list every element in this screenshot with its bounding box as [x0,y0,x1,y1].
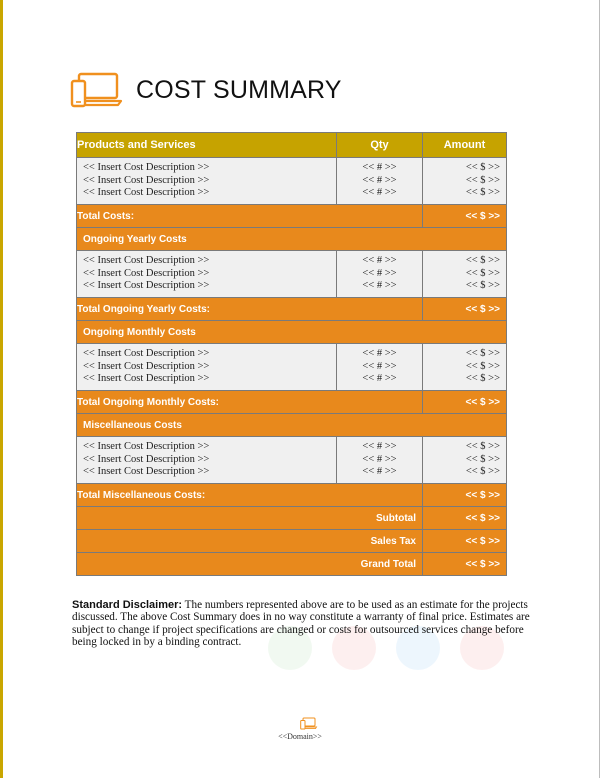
column-header-amount: Amount [423,133,507,158]
section-header-yearly [77,228,507,251]
cost-description: << Insert Cost Description >> [83,441,210,453]
grand-total-amount: << $ >> [423,553,507,576]
total-misc-label: Total Miscellaneous Costs: [77,484,423,507]
total-yearly-amount: << $ >> [423,298,507,321]
cost-description: << Insert Cost Description >> [83,360,210,372]
qty-value: << # >> [362,348,397,360]
description-cell [77,437,337,484]
qty-cell [337,251,423,298]
table-row [77,344,507,391]
qty-value: << # >> [362,280,397,292]
qty-value: << # >> [362,174,397,186]
disclaimer-label: Standard Disclaimer: [72,599,183,611]
amount-value: << $ >> [465,453,500,465]
total-monthly-amount: << $ >> [423,391,507,414]
qty-value: << # >> [362,453,397,465]
total-monthly-label: Total Ongoing Monthly Costs: [77,391,423,414]
cost-summary-table [76,132,507,576]
qty-value: << # >> [362,255,397,267]
amount-value: << $ >> [465,466,500,478]
total-costs-label: Total Costs: [77,205,423,228]
total-misc-amount: << $ >> [423,484,507,507]
amount-value: << $ >> [465,280,500,292]
standard-disclaimer [72,599,534,649]
sales-tax-label: Sales Tax [77,530,423,553]
amount-value: << $ >> [465,174,500,186]
page-title: COST SUMMARY [136,75,342,104]
qty-cell [337,437,423,484]
cost-description: << Insert Cost Description >> [83,162,210,174]
devices-icon [70,71,126,109]
section-title: Miscellaneous Costs [77,414,507,437]
cost-description: << Insert Cost Description >> [83,466,210,478]
amount-cell [423,437,507,484]
cost-description: << Insert Cost Description >> [83,373,210,385]
grand-total-label: Grand Total [77,553,423,576]
amount-value: << $ >> [465,255,500,267]
section-title: Ongoing Yearly Costs [77,228,507,251]
amount-value: << $ >> [465,441,500,453]
description-cell [77,251,337,298]
table-header-row [77,133,507,158]
description-cell [77,158,337,205]
qty-value: << # >> [362,360,397,372]
total-costs-amount: << $ >> [423,205,507,228]
sales-tax-row [77,530,507,553]
qty-value: << # >> [362,373,397,385]
amount-value: << $ >> [465,162,500,174]
qty-value: << # >> [362,162,397,174]
cost-description: << Insert Cost Description >> [83,453,210,465]
footer-domain: <<Domain>> [278,732,322,741]
qty-cell [337,158,423,205]
section-header-misc [77,414,507,437]
section-header-monthly [77,321,507,344]
amount-value: << $ >> [465,360,500,372]
left-accent-rule [0,0,3,778]
table-row [77,251,507,298]
total-yearly-row [77,298,507,321]
amount-value: << $ >> [465,373,500,385]
amount-cell [423,344,507,391]
cost-description: << Insert Cost Description >> [83,267,210,279]
amount-cell [423,158,507,205]
amount-cell [423,251,507,298]
amount-value: << $ >> [465,348,500,360]
cost-description: << Insert Cost Description >> [83,187,210,199]
qty-value: << # >> [362,187,397,199]
cost-description: << Insert Cost Description >> [83,348,210,360]
total-yearly-label: Total Ongoing Yearly Costs: [77,298,423,321]
table-row [77,158,507,205]
qty-value: << # >> [362,466,397,478]
qty-cell [337,344,423,391]
amount-value: << $ >> [465,187,500,199]
grand-total-row [77,553,507,576]
disclaimer-text: The numbers represented above are to be used as an estimate for the projects discussed. The above Cost Summary does in no way constitute a warranty of final price. Estimates are subject to change if project specifications are changed or costs for outsourced services change before being locked in by a binding contract. [72,599,530,649]
cost-description: << Insert Cost Description >> [83,174,210,186]
subtotal-amount: << $ >> [423,507,507,530]
cost-description: << Insert Cost Description >> [83,280,210,292]
table-row [77,437,507,484]
column-header-products: Products and Services [77,133,337,158]
total-misc-row [77,484,507,507]
cost-description: << Insert Cost Description >> [83,255,210,267]
sales-tax-amount: << $ >> [423,530,507,553]
page-header [70,70,342,110]
total-monthly-row [77,391,507,414]
subtotal-row [77,507,507,530]
qty-value: << # >> [362,441,397,453]
section-title: Ongoing Monthly Costs [77,321,507,344]
description-cell [77,344,337,391]
total-costs-row [77,205,507,228]
column-header-qty: Qty [337,133,423,158]
amount-value: << $ >> [465,267,500,279]
subtotal-label: Subtotal [77,507,423,530]
qty-value: << # >> [362,267,397,279]
